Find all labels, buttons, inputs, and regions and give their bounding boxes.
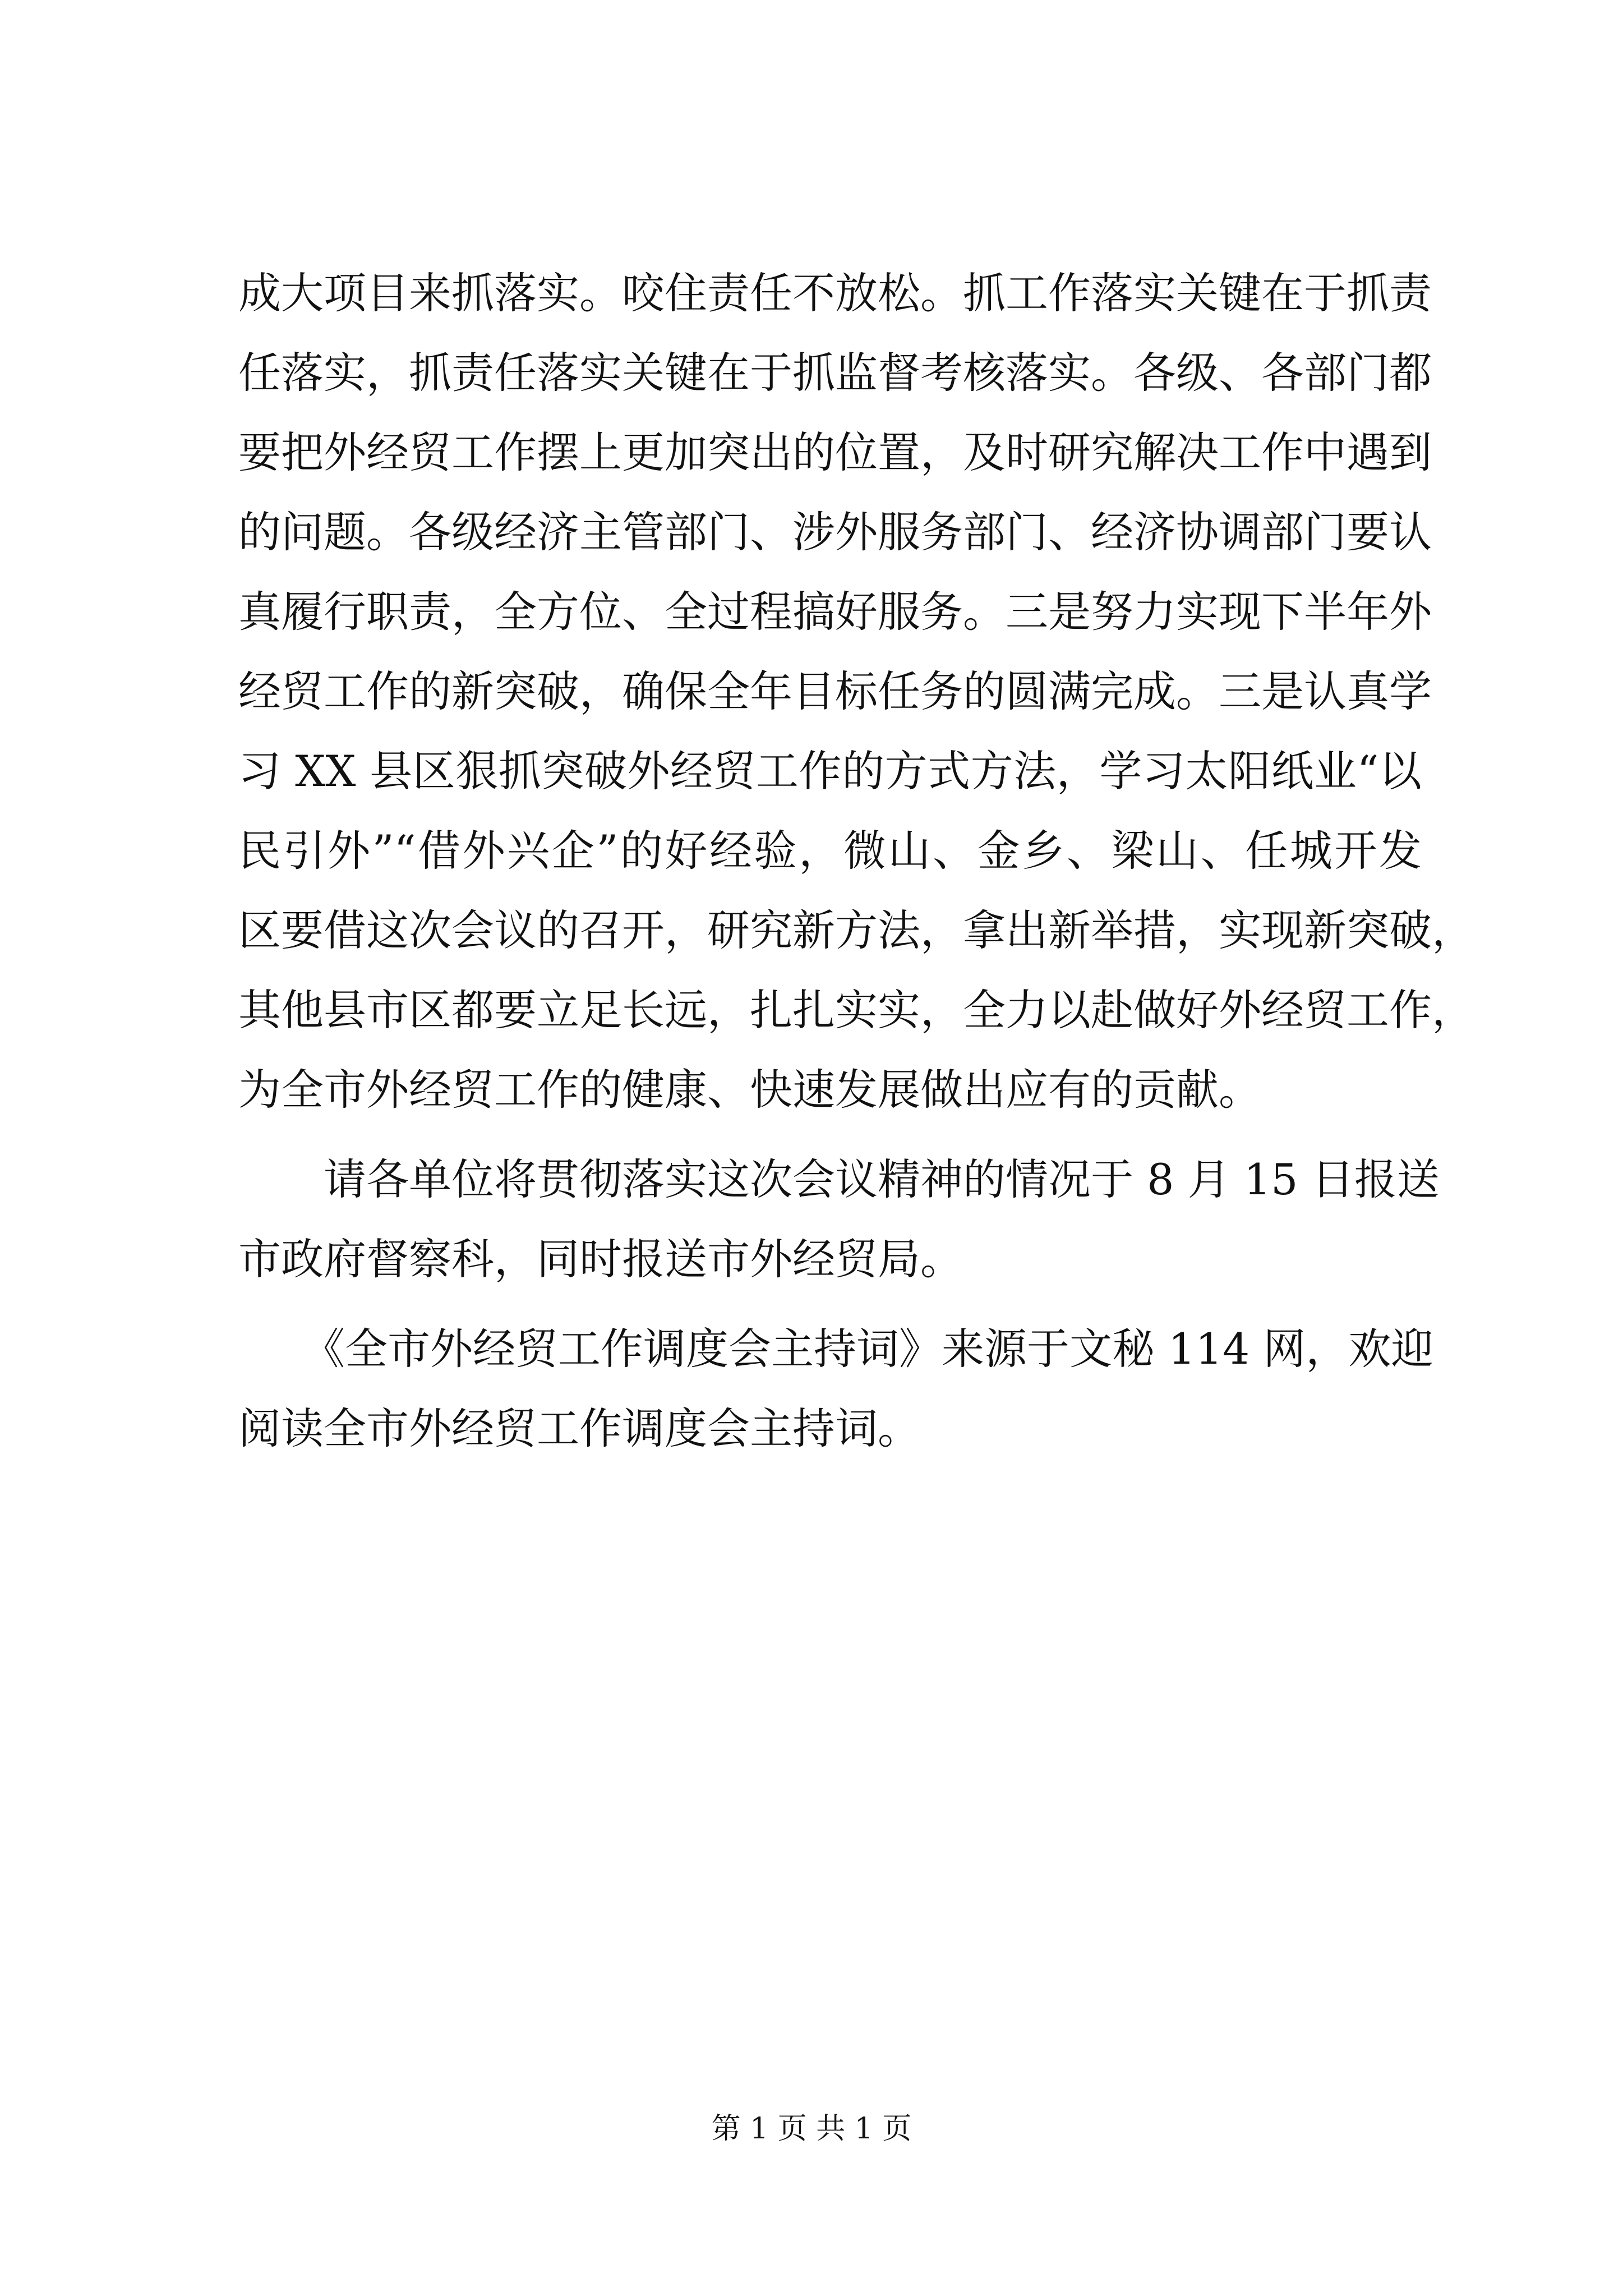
text-line: 民引外”“借外兴企”的好经验，微山、金乡、梁山、任城开发 [238, 826, 1422, 876]
paragraph [238, 1309, 1434, 1469]
paragraph-gap [238, 1299, 1422, 1309]
text-line: 习 XX 县区狠抓突破外经贸工作的方式方法，学习太阳纸业“以 [238, 746, 1422, 796]
paragraph [238, 254, 1474, 1130]
text-line: 任落实，抓责任落实关键在于抓监督考核落实。各级、各部门都 [238, 348, 1432, 398]
text-line: 市政府督察科，同时报送市外经贸局。 [238, 1234, 963, 1284]
text-line: 其他县市区都要立足长远，扎扎实实，全力以赴做好外经贸工作， [238, 985, 1474, 1035]
text-line: 要把外经贸工作摆上更加突出的位置，及时研究解决工作中遇到 [238, 427, 1432, 477]
text-line: 《全市外经贸工作调度会主持词》来源于文秘 114 网，欢迎 [238, 1324, 1434, 1374]
text-line: 的问题。各级经济主管部门、涉外服务部门、经济协调部门要认 [238, 507, 1432, 557]
document-body [238, 254, 1474, 1469]
page-footer: 第 1 页 共 1 页 [711, 2112, 912, 2146]
text-line: 阅读全市外经贸工作调度会主持词。 [238, 1404, 920, 1453]
paragraph-gap [238, 1130, 1422, 1140]
text-line: 经贸工作的新突破，确保全年目标任务的圆满完成。三是认真学 [238, 666, 1432, 716]
text-line: 区要借这次会议的召开，研究新方法，拿出新举措，实现新突破， [238, 905, 1474, 955]
text-line: 为全市外经贸工作的健康、快速发展做出应有的贡献。 [238, 1065, 1261, 1115]
text-line: 请各单位将贯彻落实这次会议精神的情况于 8 月 15 日报送 [238, 1154, 1440, 1204]
text-line: 成大项目来抓落实。咬住责任不放松。抓工作落实关键在于抓责 [238, 268, 1432, 318]
paragraph [238, 1140, 1440, 1299]
text-line: 真履行职责，全方位、全过程搞好服务。三是努力实现下半年外 [238, 587, 1432, 637]
